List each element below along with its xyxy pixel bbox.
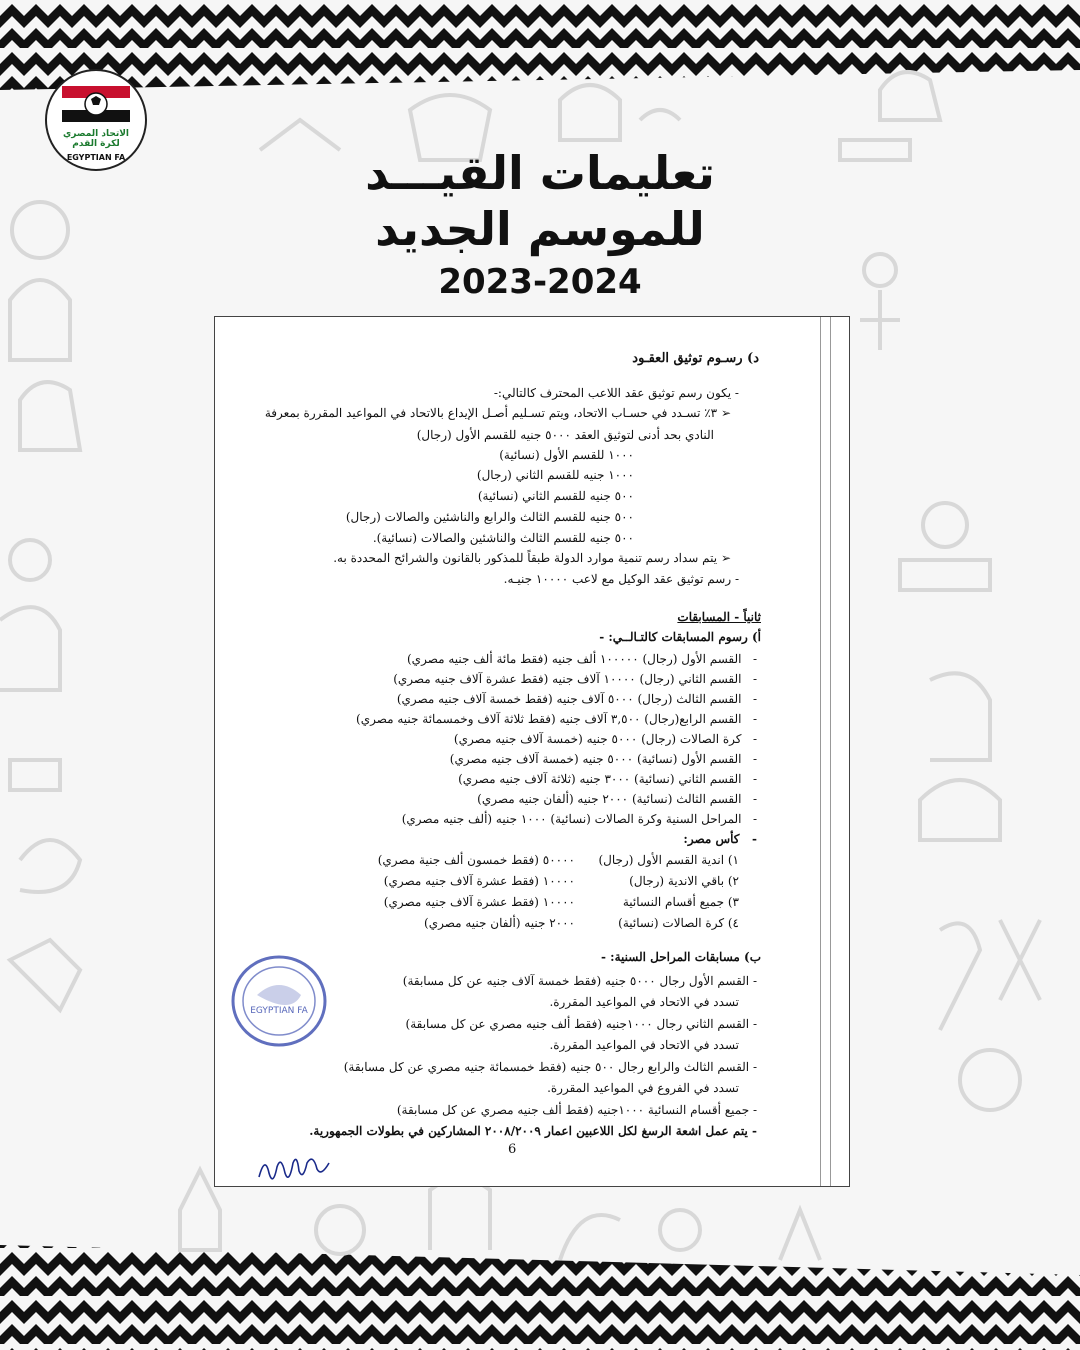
document-page	[214, 316, 850, 1187]
fee-line: - القسم الأول (رجال) ١٠٠٠٠٠ ألف جنيه (فقط مائة ألف جنيه مصري)	[407, 652, 757, 666]
youth-line: - القسم الثاني رجال ١٠٠٠جنيه (فقط ألف جنيه مصري عن كل مسابقة)	[405, 1017, 757, 1031]
fee-line: - القسم الثاني (رجال) ١٠٠٠٠ آلاف جنيه (فقط عشرة آلاف جنيه مصري)	[393, 672, 757, 686]
fee-line: - القسم الأول (نسائية) ٥٠٠٠ جنيه (خمسة آلاف جنيه مصري)	[449, 752, 757, 766]
youth-line: تسدد في الاتحاد في المواعيد المقررة.	[549, 995, 739, 1009]
egyptian-fa-logo	[44, 68, 148, 172]
section-heading: ثانياً - المسابقات	[677, 610, 761, 624]
svg-text:لكرة القدم: لكرة القدم	[72, 139, 120, 149]
youth-line: - جميع أقسام النسائية ١٠٠٠جنيه (فقط ألف جنيه مصري عن كل مسابقة)	[396, 1103, 757, 1117]
season-label: 2023-2024	[438, 262, 642, 302]
youth-line: - القسم الثالث والرابع رجال ٥٠٠ جنيه (فقط خمسمائة جنيه مصري عن كل مسابقة)	[343, 1060, 757, 1074]
doc-line: ➢ يتم سداد رسم تنمية موارد الدولة طبقاً للمذكور بالقانون والشرائح المحددة به.	[333, 551, 731, 565]
page-number: 6	[508, 1142, 517, 1157]
youth-line: - القسم الأول رجال ٥٠٠٠ جنيه (فقط خمسة آلاف جنيه عن كل مسابقة)	[402, 974, 757, 988]
doc-line: ١٠٠٠ للقسم الأول (نسائية)	[499, 448, 634, 462]
cup-who: ٢) باقي الاندية (رجال)	[629, 874, 739, 888]
doc-line: ٥٠٠ جنيه للقسم الثالث والرابع والناشئين والصالات (رجال)	[345, 510, 634, 524]
page-margin-line	[820, 317, 821, 1186]
doc-line: - يكون رسم توثيق عقد اللاعب المحترف كالتالي:-	[493, 386, 739, 400]
cup-who: ١) اندية القسم الأول (رجال)	[598, 853, 739, 867]
cup-amount: ١٠٠٠٠ (فقط عشرة آلاف جنيه مصري)	[383, 874, 575, 888]
cup-who: ٤) كرة الصالات (نسائية)	[618, 916, 739, 930]
subsection-heading: أ) رسوم المسابقات كالتـالــي: -	[599, 630, 761, 644]
cup-heading: - كأس مصر:	[683, 832, 757, 846]
fee-line: - القسم الثالث (رجال) ٥٠٠٠ آلاف جنيه (فقط خمسة آلاف جنيه مصري)	[396, 692, 757, 706]
fee-line: - القسم الثالث (نسائية) ٢٠٠٠ جنيه (ألفان جنيه مصري)	[477, 792, 757, 806]
cup-amount: ٥٠٠٠٠ (فقط خمسون ألف جنية مصري)	[377, 853, 575, 867]
bottom-zigzag-band	[0, 1240, 1080, 1350]
doc-line: - رسم توثيق عقد الوكيل مع لاعب ١٠٠٠٠ جنيـه.	[503, 572, 739, 586]
fee-line: - القسم الرابع(رجال) ٣,٥٠٠ آلاف جنيه (فقط ثلاثة آلاف وخمسمائة جنيه مصري)	[356, 712, 757, 726]
youth-line: تسدد في الفروع في المواعيد المقررة.	[547, 1081, 739, 1095]
top-zigzag-band	[0, 0, 1080, 135]
cup-who: ٣) جميع أقسام النسائية	[622, 895, 739, 909]
cup-amount: ٢٠٠٠ جنيه (ألفان جنيه مصري)	[424, 916, 575, 930]
page-title-line2: للموسم الجديد	[375, 202, 705, 256]
signature	[255, 1153, 339, 1183]
fee-line: - كرة الصالات (رجال) ٥٠٠٠ جنيه (خمسة آلاف جنيه مصري)	[453, 732, 757, 746]
subsection-heading: ب) مسابقات المراحل السنية: -	[600, 950, 761, 964]
doc-line: النادي بحد أدنى لتوثيق العقد ٥٠٠٠ جنيه للقسم الأول (رجال)	[416, 428, 714, 442]
fee-line: - المراحل السنية وكرة الصالات (نسائية) ١٠٠٠ جنيه (ألف جنيه مصري)	[401, 812, 757, 826]
svg-text:EGYPTIAN FA: EGYPTIAN FA	[250, 1006, 308, 1016]
official-stamp	[227, 949, 331, 1053]
doc-line: ٥٠٠ جنيه للقسم الثالث والناشئين والصالات (نسائية).	[372, 531, 634, 545]
section-heading: د) رسـوم توثيق العقـود	[632, 351, 759, 366]
youth-line: تسدد في الاتحاد في المواعيد المقررة.	[549, 1038, 739, 1052]
cup-amount: ١٠٠٠٠ (فقط عشرة آلاف جنيه مصري)	[383, 895, 575, 909]
page-title-line1: تعليمات القيـــد	[365, 146, 715, 200]
doc-line: ١٠٠٠ جنيه للقسم الثاني (رجال)	[476, 468, 634, 482]
logo-text-arabic: الاتحاد المصري	[63, 129, 129, 139]
fee-line: - القسم الثاني (نسائية) ٣٠٠٠ جنيه (ثلاثة آلاف جنيه مصري)	[458, 772, 757, 786]
page-margin-line	[830, 317, 831, 1186]
final-note: - يتم عمل اشعة الرسغ لكل اللاعبين اعمار ٢٠٠٨/٢٠٠٩ المشاركين في بطولات الجمهورية.	[309, 1124, 757, 1138]
doc-line: ➢ ٣٪ تسـدد في حسـاب الاتحاد، ويتم تسـليم أصـل الإيداع بالاتحاد في المواعيد المقررة بمعرفة	[264, 406, 731, 420]
logo-text-english: EGYPTIAN FA	[66, 153, 126, 162]
doc-line: ٥٠٠ جنيه للقسم الثاني (نسائية)	[477, 489, 634, 503]
